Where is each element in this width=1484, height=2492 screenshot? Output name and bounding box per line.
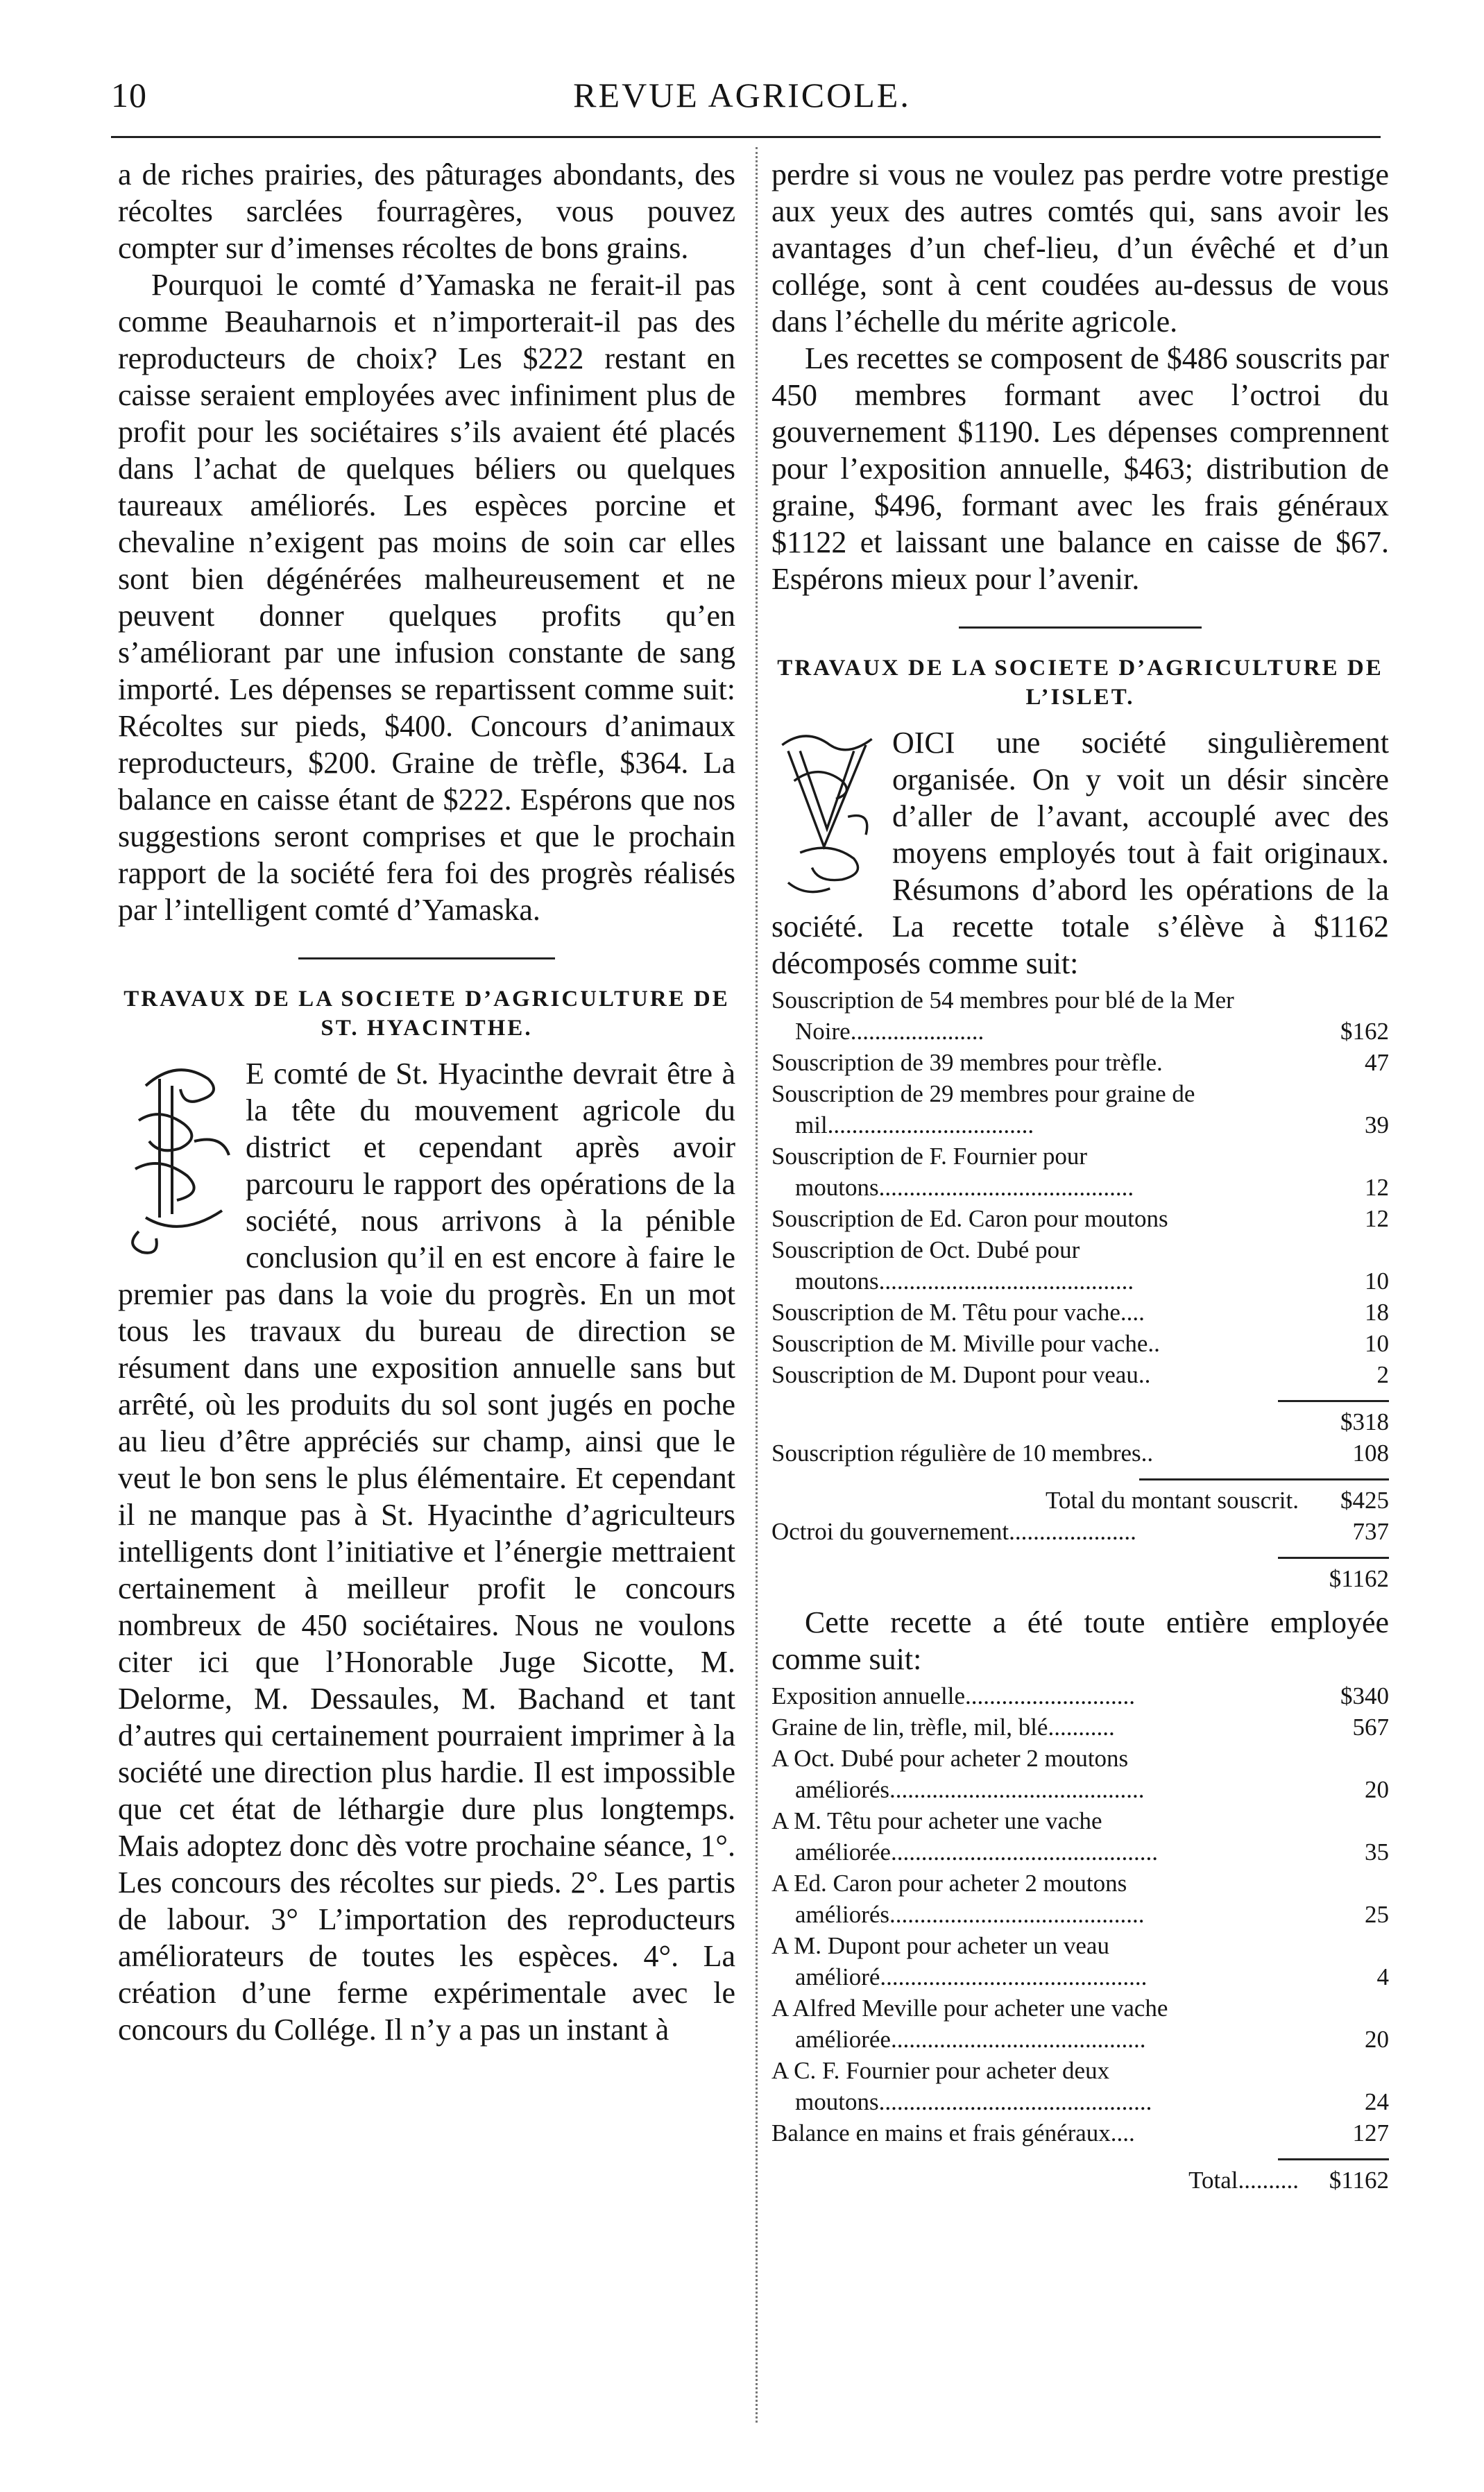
ledger-label: A Oct. Dubé pour acheter 2 moutons améliorés.......................................... — [771, 1745, 1145, 1803]
ledger-row — [771, 1328, 1389, 1359]
right-paragraph-2: Les recettes se composent de $486 souscrits par 450 membres formant avec l’octroi du gouvernement $1190. Les dépenses comprennent pour l’exposition annuelle, $463; distribution de graine, $496, formant avec les frais généraux $1122 et laissant une balance en caisse de $67. Espérons mieux pour l’avenir. — [771, 341, 1389, 596]
ledger-row — [771, 2117, 1389, 2149]
ledger-amount: 108 — [1352, 1440, 1389, 1467]
ledger-row — [771, 1234, 1389, 1297]
ledger-row — [771, 1078, 1389, 1141]
ledger-amount: 737 — [1352, 1518, 1389, 1545]
ledger-amount: 25 — [1365, 1901, 1389, 1928]
section-divider — [298, 957, 555, 959]
right-paragraph-4: Cette recette a été toute entière employée comme suit: — [771, 1605, 1389, 1676]
page-header — [0, 75, 1484, 123]
ledger-label: A M. Têtu pour acheter une vache améliorée............................................ — [771, 1807, 1158, 1866]
ledger-subtotal-row — [771, 1406, 1389, 1437]
ledger-label: Souscription de 54 membres pour blé de la Mer Noire...................... — [771, 987, 1234, 1045]
ornamental-dropcap-v — [771, 727, 882, 901]
ledger-label: Octroi du gouvernement..................... — [771, 1518, 1136, 1545]
left-paragraph-3: E comté de St. Hyacinthe devrait être à la tête du mouvement agricole du district et cependant après avoir parcouru le rapport des opérations de la société, nous arrivons à la pénible conclusion qu’il en est encore à faire le premier pas dans la voie du progrès. En un mot tous les travaux du bureau de direction se résument dans une exposition annuelle sans but arrêté, où les produits du sol sont jugés en poche au lieu d’être appréciés sur champ, ainsi que le veut le bon sens le plus élémentaire. Et cependant il ne manque pas à St. Hyacinthe d’agriculteurs intelligents dont l’initiative et l’énergie mettraient certainement à meilleur profit le concours nombreux de 450 sociétaires. Nous ne voulons citer ici que l’Honorable Juge Sicotte, M. Delorme, M. Dessaules, M. Bachand et tant d’autres qui certainement pourraient imprimer à la société une direction plus hardie. Il est impossible que cet état de léthargie dure plus longtemps. Mais adoptez donc dès votre prochaine séance, 1°. Les concours des récoltes sur pieds. 2°. Les partis de labour. 3° L’importation des reproducteurs améliorateurs de toutes les espèces. 4°. La création d’une ferme expérimentale avec le concours du Collége. Il n’y a pas un instant à — [118, 1057, 735, 2047]
ledger-label: Souscription de F. Fournier pour moutons.......................................... — [771, 1143, 1134, 1201]
section-title-st-hyacinthe: TRAVAUX DE LA SOCIETE D’AGRICULTURE DE ST. HYACINTHE. — [123, 987, 730, 1041]
ledger-label: Balance en mains et frais généraux.... — [771, 2119, 1135, 2147]
ledger-row — [771, 1359, 1389, 1390]
article-lislet — [771, 724, 1389, 982]
ledger-label: A Alfred Meville pour acheter une vache améliorée.......................................... — [771, 1995, 1168, 2053]
ledger-amount: $425 — [1340, 1487, 1389, 1514]
ledger-amount: 12 — [1365, 1205, 1389, 1232]
ornamental-dropcap-l — [118, 1058, 236, 1259]
right-column — [771, 156, 1389, 2196]
ledger-amount: 12 — [1365, 1174, 1389, 1201]
ledger-amount: 39 — [1365, 1111, 1389, 1138]
expenses-ledger — [771, 1680, 1389, 2196]
right-paragraph-3: OICI une société singulièrement organisée. On y voit un désir sincère d’aller de l’avant, accouplé avec des moyens employés tout à fait originaux. Résumons d’abord les opérations de la société. La recette totale s’élève à $1162 décomposés comme suit: — [771, 726, 1389, 980]
ledger-amount: 10 — [1365, 1330, 1389, 1357]
ledger-label: Souscription régulière de 10 membres.. — [771, 1440, 1154, 1467]
ledger-label: Souscription de Oct. Dubé pour moutons.......................................... — [771, 1236, 1134, 1295]
ledger-label: A C. F. Fournier pour acheter deux moutons............................................. — [771, 2057, 1152, 2115]
ledger-row — [771, 1047, 1389, 1078]
ledger-amount: 2 — [1376, 1361, 1389, 1388]
column-divider — [756, 147, 758, 2423]
ledger-expenses-total-row — [771, 2165, 1389, 2196]
receipts-ledger — [771, 984, 1389, 1594]
ledger-amount: 47 — [1365, 1049, 1389, 1076]
ledger-row — [771, 1203, 1389, 1234]
ledger-label: Souscription de Ed. Caron pour moutons — [771, 1205, 1168, 1232]
ledger-label: Souscription de M. Têtu pour vache.... — [771, 1299, 1145, 1326]
header-rule — [111, 136, 1381, 138]
expenses-total-rule — [1278, 2158, 1389, 2160]
ledger-label: Graine de lin, trèfle, mil, blé........... — [771, 1714, 1115, 1741]
left-paragraph-2: Pourquoi le comté d’Yamaska ne ferait-il pas comme Beauharnois et n’importerait-il pas des reproducteurs de choix? Les $222 restant en caisse seraient employées avec infiniment plus de profit pour les sociétaires s’ils avaient été placés dans l’achat de quelques béliers ou quelques taureaux améliorés. Les espèces porcine et chevaline n’exigent pas moins de soin car elles sont bien dégénérées malheureusement et ne peuvent donner quelques profits qu’en s’améliorant par une infusion constante de sang importé. Les dépenses se repartissent comme suit: Récoltes sur pieds, $400. Concours d’animaux reproducteurs, $200. Graine de trèfle, $364. La balance en caisse étant de $222. Espérons que nos suggestions seront comprises et que le prochain rapport de la société fera foi des progrès réalisés par l’intelligent comté d’Yamaska. — [118, 268, 735, 927]
running-title: REVUE AGRICOLE. — [573, 76, 911, 114]
ledger-label: Souscription de 29 membres pour graine de mil.................................. — [771, 1080, 1195, 1138]
ledger-row — [771, 984, 1389, 1047]
total-rule — [1139, 1478, 1389, 1480]
right-paragraph-1: perdre si vous ne voulez pas perdre votre prestige aux yeux des autres comtés qui, sans avoir les avantages d’un chef-lieu, d’un évêché et d’un collége, sont à cent coudées au-dessus de vous dans l’échelle du mérite agricole. — [771, 157, 1389, 339]
ledger-amount: 20 — [1365, 1776, 1389, 1803]
left-column — [118, 156, 735, 2048]
section-divider — [959, 626, 1202, 629]
ledger-row — [771, 1868, 1389, 1930]
ledger-label: Souscription de 39 membres pour trèfle. — [771, 1049, 1163, 1076]
ledger-label: Exposition annuelle............................ — [771, 1682, 1135, 1709]
ledger-row — [771, 1297, 1389, 1328]
ledger-label: Total.......... — [1188, 2167, 1299, 2194]
ledger-amount: 18 — [1365, 1299, 1389, 1326]
ledger-amount: 4 — [1376, 1963, 1389, 1990]
section-title-lislet: TRAVAUX DE LA SOCIETE D’AGRICULTURE DE L’ISLET. — [777, 656, 1383, 710]
ledger-row — [771, 1712, 1389, 1743]
ledger-amount: 127 — [1352, 2119, 1389, 2147]
article-st-hyacinthe — [118, 1055, 735, 2048]
ledger-label: Souscription de M. Miville pour vache.. — [771, 1330, 1160, 1357]
ledger-row — [771, 1437, 1389, 1469]
ledger-grand-total-row — [771, 1563, 1389, 1594]
ledger-total-row — [771, 1485, 1389, 1516]
ledger-subtotal: $318 — [1340, 1408, 1389, 1435]
ledger-label: A M. Dupont pour acheter un veau amélioré............................................ — [771, 1932, 1148, 1990]
ledger-amount: 10 — [1365, 1268, 1389, 1295]
ledger-grand-total: $1162 — [1329, 1565, 1389, 1592]
grand-total-rule — [1278, 1557, 1389, 1559]
ledger-label: A Ed. Caron pour acheter 2 moutons améliorés.......................................... — [771, 1870, 1145, 1928]
ornament-l-icon — [118, 1058, 236, 1259]
ledger-row — [771, 1805, 1389, 1868]
ledger-label: Souscription de M. Dupont pour veau.. — [771, 1361, 1151, 1388]
ledger-row — [771, 1680, 1389, 1712]
ledger-label: Total du montant souscrit. — [1045, 1487, 1299, 1514]
ledger-amount: 20 — [1365, 2026, 1389, 2053]
ledger-amount: $340 — [1340, 1682, 1389, 1709]
ornament-v-icon — [771, 727, 882, 901]
ledger-amount: 24 — [1365, 2088, 1389, 2115]
ledger-row — [771, 1516, 1389, 1547]
ledger-row — [771, 1743, 1389, 1805]
ledger-amount: 567 — [1352, 1714, 1389, 1741]
ledger-row — [771, 1992, 1389, 2055]
page-number: 10 — [111, 76, 147, 114]
ledger-amount: 35 — [1365, 1838, 1389, 1866]
ledger-row — [771, 2055, 1389, 2117]
ledger-amount: $1162 — [1329, 2167, 1389, 2194]
subtotal-rule — [1278, 1400, 1389, 1402]
ledger-row — [771, 1930, 1389, 1992]
left-paragraph-1: a de riches prairies, des pâturages abondants, des récoltes sarclées fourragères, vous pouvez compter sur d’imenses récoltes de bons grains. — [118, 157, 735, 265]
ledger-row — [771, 1141, 1389, 1203]
ledger-amount: $162 — [1340, 1018, 1389, 1045]
